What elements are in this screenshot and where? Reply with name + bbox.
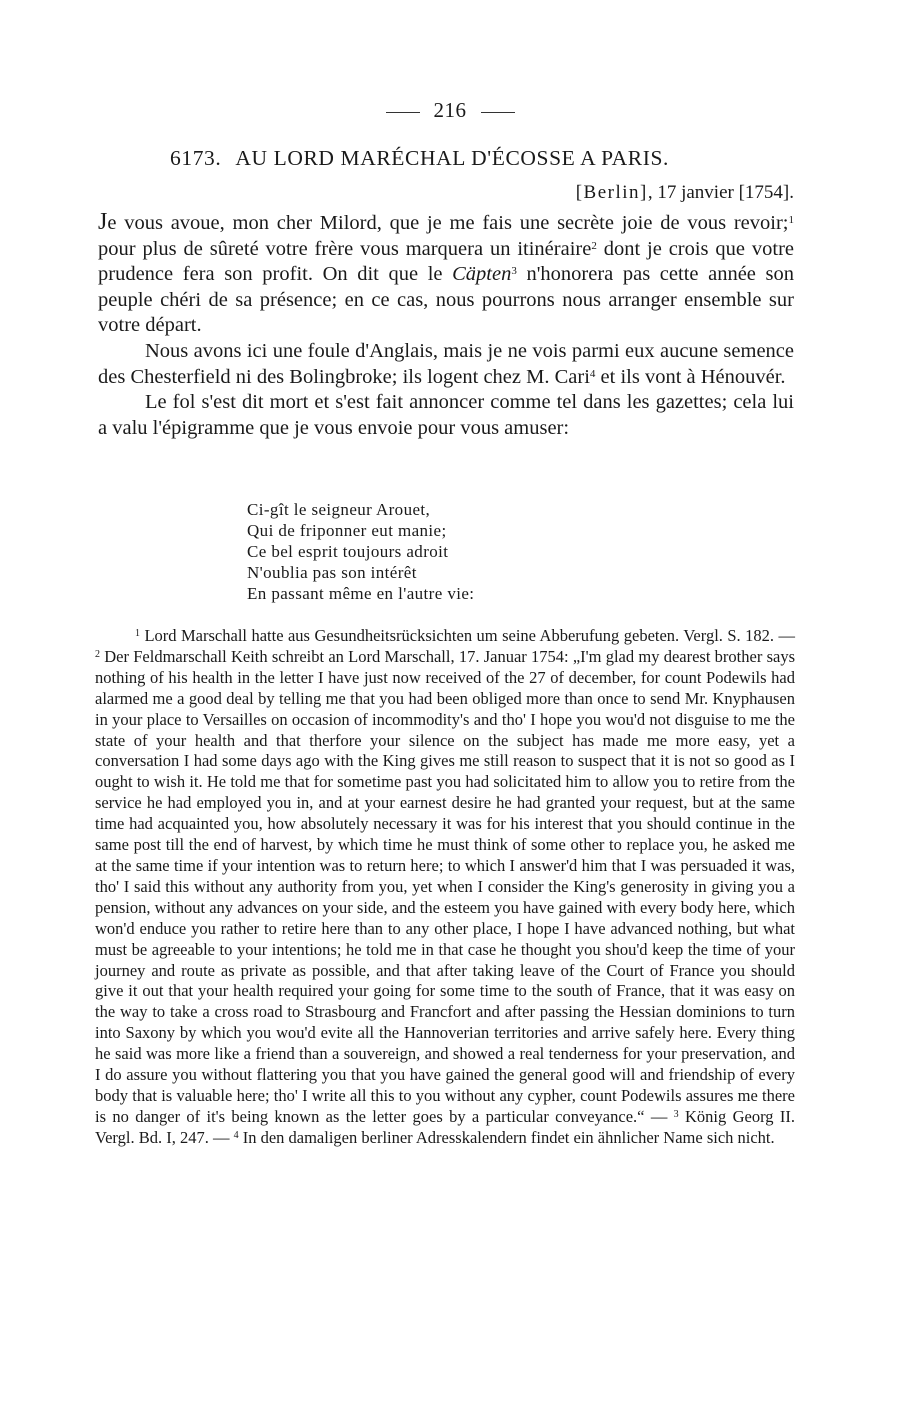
epigram <box>247 499 647 604</box>
epigram-line: N'oublia pas son intérêt <box>247 563 417 582</box>
paragraph-2 <box>98 339 794 390</box>
text-run: dont je crois que votre prudence fera son profit. On dit que le <box>98 237 795 286</box>
left-dash <box>386 112 420 113</box>
epigram-line: Qui de friponner eut manie; <box>247 521 447 540</box>
text-run: pour plus de sûreté votre frère vous marquera un itinéraire <box>98 237 592 260</box>
italic-term: Cäpten <box>452 263 512 286</box>
text-run: Nous avons ici une foule d'Anglais, mais je ne vois parmi eux aucune semence des Chesterfield ni des Bolingbroke; ils logent chez M. Cari <box>98 339 794 388</box>
footnote-ref: 3 <box>511 265 517 278</box>
footnote-text: Der Feldmarschall Keith schreibt an Lord Marschall, 17. Januar 1754: „I'm glad my dearest brother says nothing of his health in the letter I have just now received of the 27 of december, for count Podewils had alarmed me a good deal by telling me that you had been obliged more than once to send Mr. Knyphausen in your place to Versailles on occasion of incommodity's and tho' I hope you wou'd not disguise to me the state of your health and that therfore your silence on the subject has made me more easy, yet a conversation I had some days ago with the King gives me still reason to suspect that it is not so good as I ought to wish it. He told me that for sometime past you had solicitated him to allow you to retire from the service he had employed you in, and at your earnest desire he had granted your request, but at the same time had acquainted you, how absolutely necessary it was for his interest that you should continue in the same post till the end of harvest, by which time he must think of some other to replace you, he asked me at the same time if your intention was to return here; to which I answer'd him that I was persuaded it was, tho' I said this without any authority from you, yet when I consider the King's generosity in giving you a pension, without any advances on your side, and the esteem you have gained with every body here, which won'd enduce you rather to retire here than to any other place, I hope I have advanced nothing, but what must be agreeable to your intentions; he told me in that case he thought you shou'd keep the time of your journey and route as private as possible, and that after taking leave of the Court of France you should give it out that your health required your going for some time to the south of France, that it was easy on the way to take a cross road to Strasbourg and Francfort and after passing the Hessian dominions to turn into Saxony by which you wou'd evite all the Hannoverian territories and arrive safely here. Every thing he said was more like a friend than a souvereign, and showed a real tenderness for your preservation, and I do assure you without flattering you that you have gained the general good will and friendship of every body that is valuable here; tho' I write all this to you without any cypher, count Podewils assures me there is no danger of it's being known as the letter goes by a particular conveyance.“ — <box>95 646 795 1126</box>
letter-heading <box>170 146 790 171</box>
footnote-mark: 4 <box>233 1129 239 1141</box>
footnote-text: König Georg II. Vergl. Bd. I, 247. — <box>95 1106 796 1147</box>
text-run: n'honorera pas cette année son peuple chéri de sa présence; en ce cas, nous pourrons nous arranger ensemble sur votre départ. <box>98 263 794 337</box>
paragraph-initial: J <box>98 209 108 235</box>
footnote-mark: 3 <box>673 1108 679 1120</box>
paragraph-1 <box>98 210 794 339</box>
dateline-date: , 17 janvier [1754]. <box>647 182 794 203</box>
footnotes <box>95 626 795 1149</box>
page-number-line <box>0 98 900 123</box>
letter-number: 6173. <box>170 146 222 170</box>
footnote-ref: 2 <box>591 239 597 252</box>
footnote-ref: 4 <box>589 367 596 380</box>
letter-body <box>98 210 794 441</box>
epigram-line: En passant même en l'autre vie: <box>247 584 475 603</box>
footnotes-paragraph <box>95 626 795 1149</box>
dateline-place: [Berlin] <box>575 182 648 203</box>
text-run: et ils vont à Hénouvér. <box>595 365 786 388</box>
footnote-mark: 2 <box>95 648 100 660</box>
page-number: 216 <box>433 98 467 122</box>
footnote-text: Lord Marschall hatte aus Gesundheitsrücksichten um seine Abberufung gebeten. Vergl. S. 182. — <box>140 626 795 645</box>
footnote-mark: 1 <box>135 628 140 639</box>
text-run: e vous avoue, mon cher Milord, que je me fais une secrète joie de vous revoir; <box>107 212 789 234</box>
epigram-line: Ci-gît le seigneur Arouet, <box>247 500 431 519</box>
dateline <box>480 182 794 204</box>
epigram-line: Ce bel esprit toujours adroit <box>247 542 449 561</box>
footnote-ref: 1 <box>788 214 794 226</box>
right-dash <box>481 112 515 113</box>
letter-title: AU LORD MARÉCHAL D'ÉCOSSE A PARIS. <box>235 146 670 170</box>
footnote-text: In den damaligen berliner Adresskalendern findet ein ähnlicher Name sich nicht. <box>238 1127 775 1147</box>
paragraph-3: Le fol s'est dit mort et s'est fait annoncer comme tel dans les gazettes; cela lui a valu l'épigramme que je vous envoie pour vous amuser: <box>98 391 794 439</box>
